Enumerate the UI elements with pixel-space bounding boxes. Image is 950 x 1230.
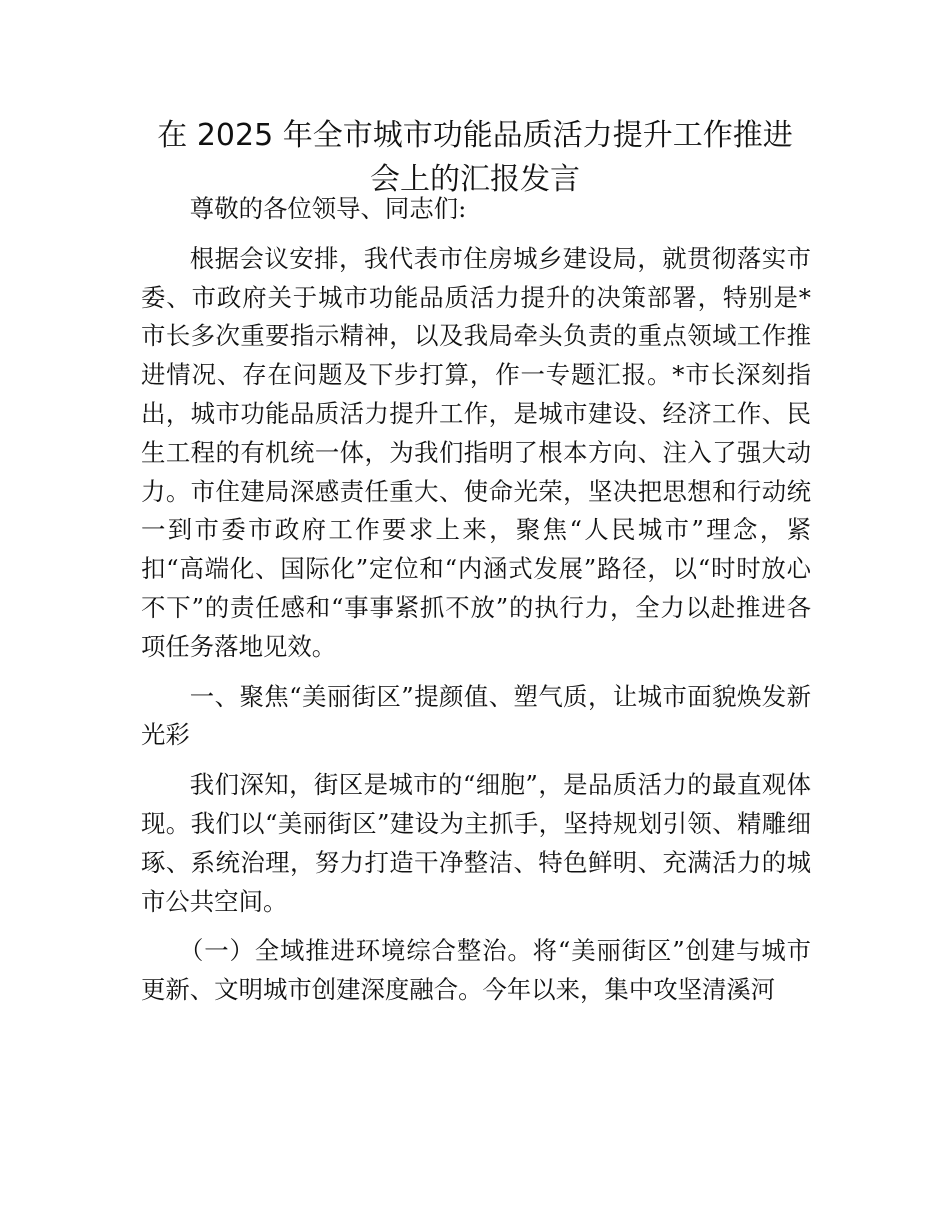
document-title-line-1: 在 2025 年全市城市功能品质活力提升工作推进 <box>157 118 793 153</box>
intro-paragraph: 根据会议安排，我代表市住房城乡建设局，就贯彻落实市委、市政府关于城市功能品质活力提升的决策部署，特别是*市长多次重要指示精神，以及我局牵头负责的重点领域工作推进情况、存在问题及下步打算，作一专题汇报。*市长深刻指出，城市功能品质活力提升工作，是城市建设、经济工作、民生工程的有机统一体，为我们指明了根本方向、注入了强大动力。市住建局深感责任重大、使命光荣，坚决把思想和行动统一到市委市政府工作要求上来，聚焦“人民城市”理念，紧扣“高端化、国际化”定位和“内涵式发展”路径，以“时时放心不下”的责任感和“事事紧抓不放”的执行力，全力以赴推进各项任务落地见效。 <box>141 243 811 661</box>
salutation: 尊敬的各位领导、同志们: <box>189 194 467 223</box>
section-1-paragraph: 我们深知，街区是城市的“细胞”，是品质活力的最直观体现。我们以“美丽街区”建设为主抓手，坚持规划引领、精雕细琢、系统治理，努力打造干净整洁、特色鲜明、充满活力的城市公共空间。 <box>141 770 811 916</box>
section-heading-1: 一、聚焦“美丽街区”提颜值、塑气质，让城市面貌焕发新光彩 <box>141 681 811 750</box>
document-body <box>141 190 811 1021</box>
subsection-1-paragraph: （一）全域推进环境综合整治。将“美丽街区”创建与城市更新、文明城市创建深度融合。今年以来，集中攻坚清溪河 <box>141 936 811 1005</box>
document-title-line-2: 会上的汇报发言 <box>370 162 580 197</box>
